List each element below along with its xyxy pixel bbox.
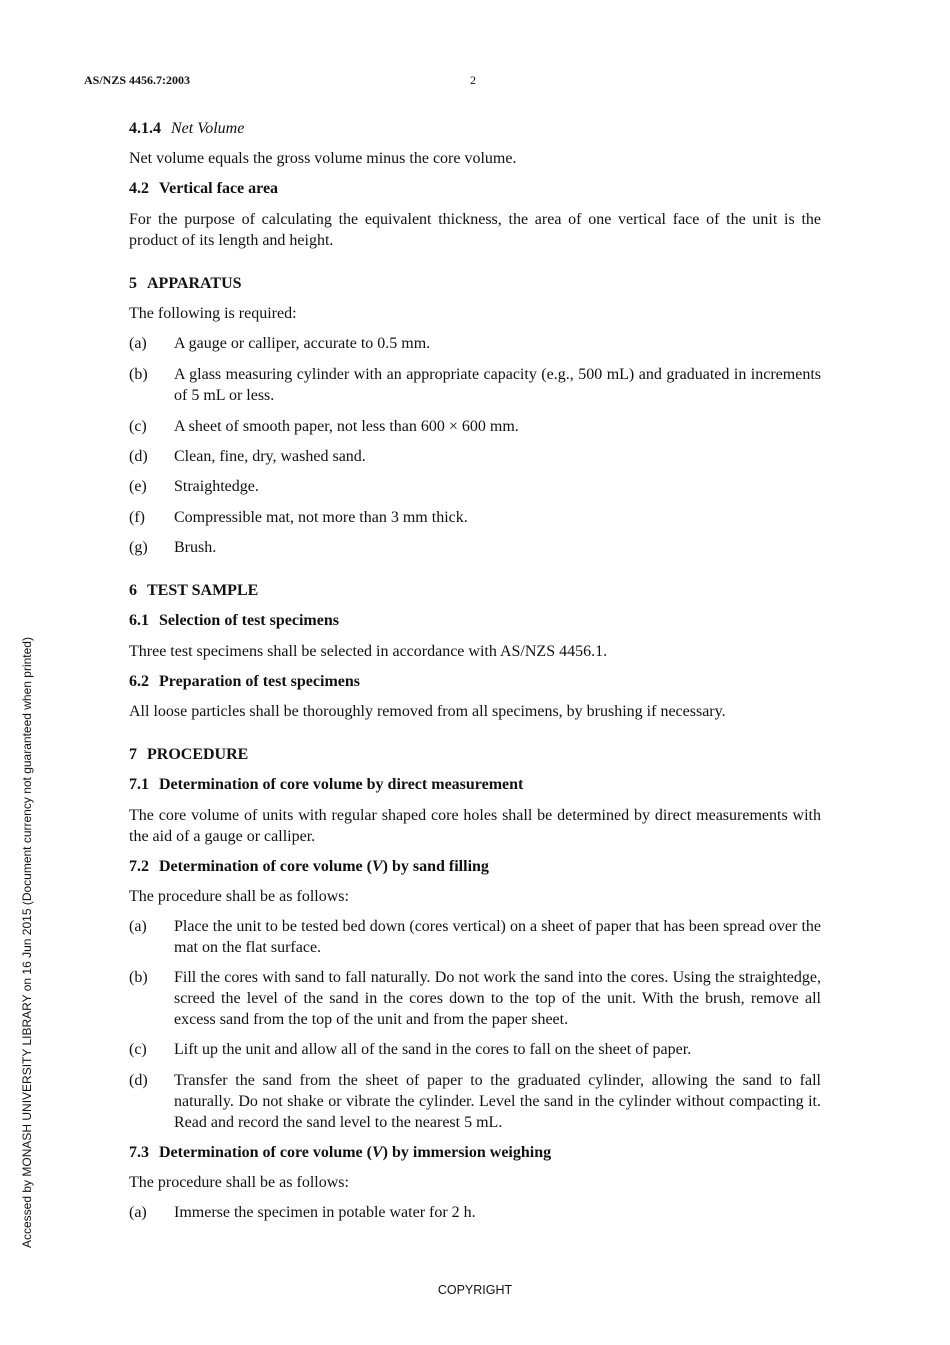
section-number: 6.2 <box>129 673 149 690</box>
paragraph-immersion-intro: The procedure shall be as follows: <box>129 1174 349 1191</box>
list-text: Lift up the unit and allow all of the sand in the cores to fall on the sheet of paper. <box>174 1041 692 1058</box>
list-label: (b) <box>129 969 148 986</box>
list-label: (b) <box>129 366 148 383</box>
section-title: APPARATUS <box>147 275 242 292</box>
list-label: (f) <box>129 509 145 526</box>
section-title-start: Determination of core volume ( <box>159 858 372 875</box>
list-item <box>129 1070 821 1133</box>
section-title: Determination of core volume by direct measurement <box>159 776 524 793</box>
list-item <box>129 967 821 1030</box>
heading-6-2 <box>129 671 821 692</box>
section-number: 4.2 <box>129 180 149 197</box>
list-text: A gauge or calliper, accurate to 0.5 mm. <box>174 335 431 352</box>
section-title: Preparation of test specimens <box>159 673 360 690</box>
list-text: Clean, fine, dry, washed sand. <box>174 448 366 465</box>
variable-v: V <box>371 858 383 875</box>
paragraph-vertical-face-area: For the purpose of calculating the equivalent thickness, the area of one vertical face of the unit is the product of its length and height. <box>129 211 821 249</box>
section-title: Vertical face area <box>159 180 279 197</box>
section-title-end: ) by sand filling <box>382 858 489 875</box>
heading-5 <box>129 273 821 294</box>
section-number: 6.1 <box>129 612 149 629</box>
list-item <box>129 916 821 958</box>
section-title: Selection of test specimens <box>159 612 339 629</box>
list-label: (g) <box>129 539 148 556</box>
paragraph-preparation: All loose particles shall be thoroughly removed from all specimens, by brushing if necessary. <box>129 703 726 720</box>
list-label: (c) <box>129 1041 147 1058</box>
list-item <box>129 446 821 467</box>
list-item <box>129 476 821 497</box>
variable-v: V <box>371 1144 383 1161</box>
section-title: PROCEDURE <box>147 746 249 763</box>
list-label: (d) <box>129 1072 148 1089</box>
list-label: (d) <box>129 448 148 465</box>
section-number: 5 <box>129 275 137 292</box>
list-item <box>129 333 821 354</box>
list-text: Transfer the sand from the sheet of paper to the graduated cylinder, allowing the sand to fall naturally. Do not shake or vibrate the cylinder. Level the sand in the cylinder without compacting it. Read and record the sand level to the nearest 5 mL. <box>174 1072 821 1131</box>
access-watermark: Accessed by MONASH UNIVERSITY LIBRARY on 16 Jun 2015 (Document currency not guaranteed when printed) <box>20 637 34 1248</box>
section-number: 7.3 <box>129 1144 149 1161</box>
copyright-footer: COPYRIGHT <box>437 1283 513 1297</box>
paragraph-apparatus-intro: The following is required: <box>129 305 297 322</box>
heading-4-1-4 <box>129 118 821 139</box>
list-text: A sheet of smooth paper, not less than 600 × 600 mm. <box>174 418 519 435</box>
section-title-start: Determination of core volume ( <box>159 1144 372 1161</box>
heading-4-2 <box>129 178 821 199</box>
section-number: 7.2 <box>129 858 149 875</box>
list-item <box>129 364 821 406</box>
paragraph-selection: Three test specimens shall be selected in accordance with AS/NZS 4456.1. <box>129 643 608 660</box>
section-title: Net Volume <box>171 120 245 137</box>
list-label: (e) <box>129 478 147 495</box>
paragraph-net-volume: Net volume equals the gross volume minus the core volume. <box>129 150 517 167</box>
paragraph-direct-measurement: The core volume of units with regular shaped core holes shall be determined by direct measurements with the aid of a gauge or calliper. <box>129 807 821 845</box>
list-item <box>129 1202 821 1223</box>
section-number: 4.1.4 <box>129 120 161 137</box>
list-text: Immerse the specimen in potable water for 2 h. <box>174 1204 476 1221</box>
section-number: 7 <box>129 746 137 763</box>
list-text: Fill the cores with sand to fall naturally. Do not work the sand into the cores. Using the straightedge, screed the level of the sand in the cores down to the top of the unit. With the brush, remove all excess sand from the top of the unit and from the paper sheet. <box>174 969 821 1028</box>
heading-7-1 <box>129 774 821 795</box>
section-title: TEST SAMPLE <box>147 582 259 599</box>
heading-7-3 <box>129 1142 821 1163</box>
document-body <box>129 118 821 1223</box>
list-text: Compressible mat, not more than 3 mm thick. <box>174 509 468 526</box>
list-item <box>129 507 821 528</box>
section-title-end: ) by immersion weighing <box>382 1144 552 1161</box>
list-text: A glass measuring cylinder with an appropriate capacity (e.g., 500 mL) and graduated in increments of 5 mL or less. <box>174 366 821 404</box>
list-label: (a) <box>129 918 147 935</box>
list-item <box>129 537 821 558</box>
heading-6-1 <box>129 610 821 631</box>
list-label: (a) <box>129 335 147 352</box>
paragraph-sand-filling-intro: The procedure shall be as follows: <box>129 888 349 905</box>
page-number: 2 <box>470 73 476 87</box>
list-text: Brush. <box>174 539 217 556</box>
heading-6 <box>129 580 821 601</box>
section-number: 6 <box>129 582 137 599</box>
list-text: Straightedge. <box>174 478 259 495</box>
list-label: (a) <box>129 1204 147 1221</box>
section-number: 7.1 <box>129 776 149 793</box>
heading-7-2 <box>129 856 821 877</box>
list-item <box>129 416 821 437</box>
list-text: Place the unit to be tested bed down (cores vertical) on a sheet of paper that has been spread over the mat on the flat surface. <box>174 918 821 956</box>
document-code: AS/NZS 4456.7:2003 <box>84 73 191 87</box>
list-item <box>129 1039 821 1060</box>
list-label: (c) <box>129 418 147 435</box>
heading-7 <box>129 744 821 765</box>
